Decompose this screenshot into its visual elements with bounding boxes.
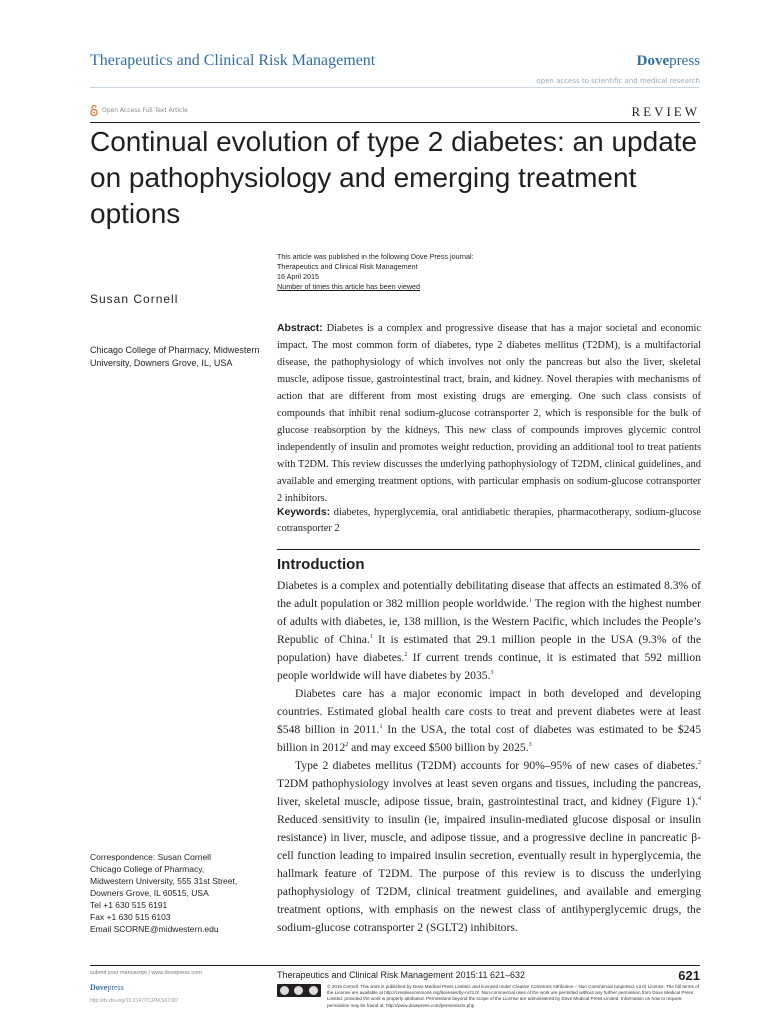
- citation-ref[interactable]: 1: [379, 724, 383, 731]
- footer-press: press: [107, 983, 124, 992]
- by-icon: [294, 986, 303, 995]
- publisher-logo[interactable]: [637, 53, 700, 70]
- section-heading: Introduction: [277, 556, 365, 573]
- correspondence-line: Chicago College of Pharmacy,: [90, 864, 205, 874]
- keywords-text: diabetes, hyperglycemia, oral antidiabetic therapies, pharmacotherapy, sodium-glucose cotransporter 2: [277, 507, 701, 534]
- citation-ref[interactable]: 1: [369, 634, 373, 641]
- cc-icon: [280, 986, 289, 995]
- open-access-label: Open Access Full Text Article: [102, 107, 188, 114]
- open-access-line: [90, 105, 188, 116]
- pub-info-journal: Therapeutics and Clinical Risk Management: [277, 262, 418, 271]
- abstract-text: Diabetes is a complex and progressive disease that has a major societal and economic impact. The most common form of diabetes, type 2 diabetes mellitus (T2DM), is a multifactorial disease, the pathophysiology of which involves not only the pancreas but also the liver, skeletal muscle, adipose tissue, gastrointestinal tract, brain, and kidney. Novel therapies with mechanisms of action that are different from most existing drugs are emerging. One such class consists of compounds that inhibit renal sodium-glucose cotransporter 2, which is responsible for the bulk of glucose reabsorption by the kidneys. This new class of compounds improves glycemic control independently of insulin and promotes weight reduction, providing an additional tool to treat patients with T2DM. This review discusses the underlying pathophysiology of T2DM, clinical guidelines, and available and emerging treatment options, with particular emphasis on sodium-glucose cotransporter 2 inhibitors.: [277, 323, 701, 504]
- title-divider: [90, 122, 700, 123]
- correspondence-block: [90, 851, 265, 935]
- text-run: It is estimated that 29.1 million people in the USA (9.3% of the population) have diabetes.: [277, 633, 701, 664]
- correspondence-line: Midwestern University, 555 31st Street,: [90, 876, 238, 886]
- text-run: If current trends continue, it is estimated that 592 million people worldwide will have diabetes by 2035.: [277, 651, 701, 682]
- doi-link[interactable]: http://dx.doi.org/10.2147/TCRM.S67387: [90, 998, 179, 1004]
- article-type: REVIEW: [631, 104, 700, 119]
- citation-ref[interactable]: 1: [528, 598, 532, 605]
- cc-license-icon[interactable]: [277, 984, 321, 997]
- text-run: and may exceed $500 billion by 2025.: [348, 741, 529, 754]
- journal-title: Therapeutics and Clinical Risk Management: [90, 52, 376, 69]
- introduction-body: [277, 577, 701, 937]
- intro-paragraph-2: [277, 685, 701, 757]
- correspondence-line: Downers Grove, IL 60515, USA: [90, 888, 209, 898]
- abstract-label: Abstract:: [277, 323, 323, 334]
- publisher-dove: Dove: [636, 53, 670, 69]
- correspondence-line: Correspondence: Susan Cornell: [90, 852, 211, 862]
- text-run: The region with the highest number of adults with diabetes, ie, 138 million, is the Western Pacific, which includes the People’s Republic of China.: [277, 597, 701, 646]
- author-affiliation: Chicago College of Pharmacy, Midwestern University, Downers Grove, IL, USA: [90, 345, 260, 368]
- footer-citation: Therapeutics and Clinical Risk Management 2015:11 621–632: [277, 970, 525, 980]
- header-divider: [90, 87, 700, 88]
- text-run: Diabetes is a complex and potentially debilitating disease that affects an estimated 8.3% of the adult population or 382 million people worldwide.: [277, 579, 701, 610]
- publication-info: [277, 252, 474, 292]
- abstract: [277, 320, 701, 507]
- citation-ref[interactable]: 2: [404, 652, 408, 659]
- section-divider: [277, 549, 700, 550]
- text-run: In the USA, the total cost of diabetes was estimated to be $245 billion in 2012: [277, 723, 701, 754]
- nc-icon: [309, 986, 318, 995]
- text-run: Diabetes care has a major economic impact in both developed and developing countries. Estimated global health care costs to treat and prevent diabetes were at least $548 billion in 2011.: [277, 687, 701, 736]
- citation-ref[interactable]: 3: [528, 742, 532, 749]
- citation-ref[interactable]: 2: [698, 760, 701, 767]
- text-run: Reduced sensitivity to insulin (ie, impaired insulin-mediated glucose disposal or insulin resistance) in liver, muscle, and adipose tissue, and a progressive decline in pancreatic β-cell function leading to impaired insulin secretion, eventually result in hyperglycemia, the hallmark feature of T2DM. The purpose of this review is to discuss the underlying pathophysiology of T2DM, clinical treatment guidelines, and available and emerging treatment options, with emphasis on the newest class of antihyperglycemic drugs, the sodium-glucose cotransporter 2 (SGLT2) inhibitors.: [277, 813, 701, 934]
- intro-paragraph-3: [277, 757, 701, 937]
- text-run: T2DM pathophysiology involves at least seven organs and tissues, including the pancreas, liver, skeletal muscle, adipose tissue, brain, gastrointestinal tract, and kidney (Figure 1).: [277, 777, 701, 808]
- open-access-icon: [90, 105, 98, 116]
- publisher-tagline: open access to scientific and medical research: [536, 77, 700, 85]
- intro-paragraph-1: [277, 577, 701, 685]
- footer-publisher-logo[interactable]: [90, 983, 124, 992]
- text-run: Type 2 diabetes mellitus (T2DM) accounts for 90%–95% of new cases of diabetes.: [295, 759, 698, 772]
- citation-ref[interactable]: 4: [698, 796, 701, 803]
- pub-info-line1: This article was published in the following Dove Press journal:: [277, 252, 474, 261]
- views-link[interactable]: Number of times this article has been viewed: [277, 282, 421, 291]
- correspondence-fax: Fax +1 630 515 6103: [90, 912, 171, 922]
- license-text: © 2015 Cornell. This work is published by Dove Medical Press Limited, and licensed under Creative Commons Attribution – Non Commercial (unported, v3.0) License. The full terms of the License are available at http://creativecommons.org/licenses/by-nc/3.0/. Non-commercial uses of the work are permitted without any further permission from Dove Medical Press Limited, provided the work is properly attributed. Permissions beyond the scope of the License are administered by Dove Medical Press Limited. Information on how to request permission may be found at: http://www.dovepress.com/permissions.php: [327, 984, 699, 1008]
- publisher-press: press: [669, 53, 700, 69]
- keywords-label: Keywords:: [277, 507, 331, 518]
- footer-dove: Dove: [90, 983, 108, 992]
- author-name: Susan Cornell: [90, 292, 179, 306]
- article-title: Continual evolution of type 2 diabetes: an update on pathophysiology and emerging treatment options: [90, 126, 698, 229]
- correspondence-phone: Tel +1 630 515 6191: [90, 900, 168, 910]
- keywords: [277, 505, 701, 537]
- citation-ref[interactable]: 2: [345, 742, 349, 749]
- correspondence-email[interactable]: Email SCORNE@midwestern.edu: [90, 924, 219, 934]
- pub-info-date: 16 April 2015: [277, 272, 319, 281]
- footer-divider: [90, 965, 700, 966]
- page-number: 621: [678, 968, 700, 983]
- submit-manuscript-link[interactable]: submit your manuscript | www.dovepress.com: [90, 970, 202, 976]
- citation-ref[interactable]: 3: [490, 670, 494, 677]
